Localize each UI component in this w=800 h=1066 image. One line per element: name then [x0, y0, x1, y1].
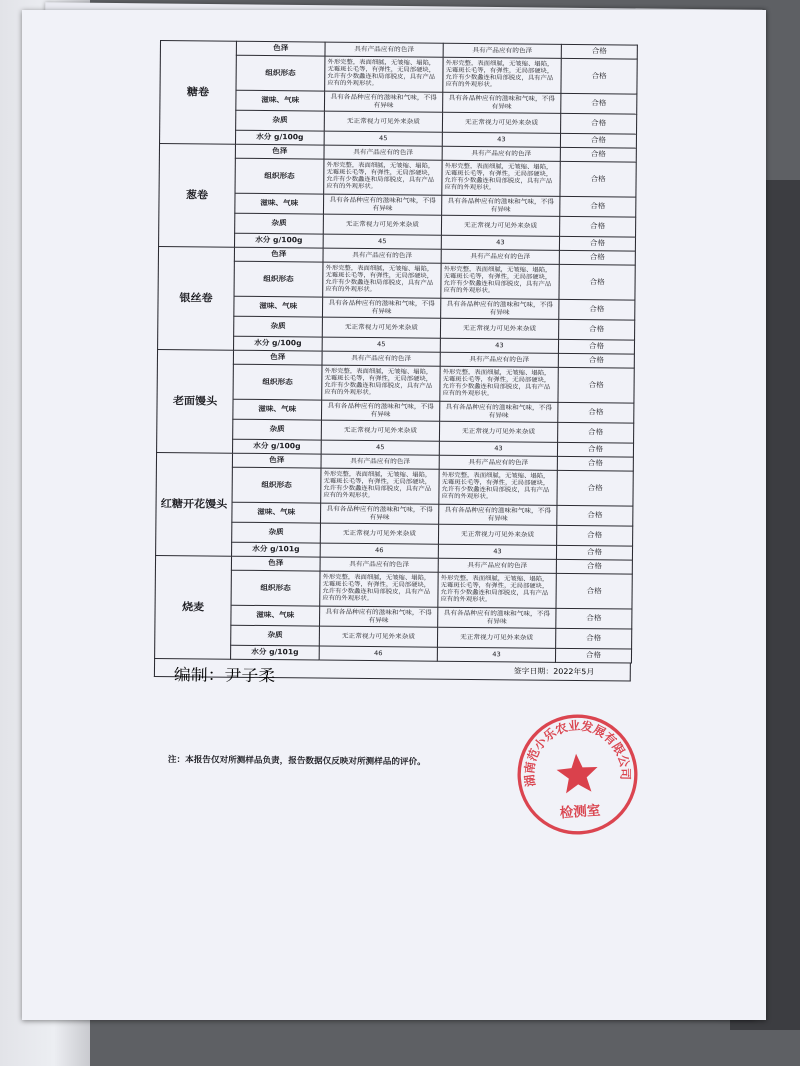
test-item-cell: 组织形态 — [236, 55, 325, 91]
sample-2-value-cell: 43 — [438, 544, 556, 559]
test-item-cell: 滋味、气味 — [234, 296, 323, 317]
result-cell: 合格 — [556, 608, 632, 629]
sample-1-value-cell: 无正常视力可见外来杂质 — [322, 317, 440, 338]
result-cell: 合格 — [557, 470, 633, 506]
sample-1-value-cell: 具有各品种应有的滋味和气味，不得有异味 — [323, 194, 441, 215]
sample-2-value-cell: 43 — [440, 338, 558, 353]
sample-1-value-cell: 45 — [321, 440, 439, 455]
sample-2-value-cell: 具有产品应有的色泽 — [441, 249, 559, 264]
sample-2-value-cell: 外形完整，表面细腻，无皱缩、塌陷，无霉斑长毛等，有弹性，无局部硬块，允许有少数蠡连和局部脱皮，具有产品应有的外观形状。 — [438, 572, 556, 608]
result-cell: 合格 — [560, 216, 636, 237]
sample-2-value-cell: 外形完整，表面细腻，无皱缩、塌陷，无霉斑长毛等，有弹性，无局部硬块，允许有少数蠡连和局部脱皮，具有产品应有的外观形状。 — [442, 160, 560, 196]
result-cell: 合格 — [561, 58, 637, 94]
test-item-cell: 杂质 — [231, 625, 320, 646]
test-item-cell: 滋味、气味 — [235, 193, 324, 214]
test-item-cell: 色泽 — [233, 350, 322, 365]
sample-1-value-cell: 具有产品应有的色泽 — [321, 454, 439, 469]
sample-1-value-cell: 外形完整，表面细腻，无皱缩、塌陷，无霉斑长毛等，有弹性，无局部硬块，允许有少数蠡连和局部脱皮，具有产品应有的外观形状。 — [325, 56, 443, 92]
sample-1-value-cell: 具有产品应有的色泽 — [322, 351, 440, 366]
result-cell: 合格 — [558, 339, 634, 354]
sample-2-value-cell: 43 — [441, 235, 559, 250]
product-name-cell: 葱卷 — [159, 144, 236, 248]
product-name-cell: 老面馒头 — [157, 349, 234, 453]
sample-2-value-cell: 具有各品种应有的滋味和气味，不得有异味 — [442, 195, 560, 216]
sample-1-value-cell: 具有各品种应有的滋味和气味，不得有异味 — [319, 606, 437, 627]
sample-1-value-cell: 46 — [319, 646, 437, 661]
test-item-cell: 色泽 — [232, 453, 321, 468]
sample-1-value-cell: 外形完整，表面细腻，无皱缩、塌陷，无霉斑长毛等，有弹性，无局部硬块，允许有少数蠡连和局部脱皮，具有产品应有的外观形状。 — [321, 468, 439, 504]
test-item-cell: 水分 g/100g — [234, 336, 323, 351]
sample-2-value-cell: 具有产品应有的色泽 — [439, 455, 557, 470]
sample-2-value-cell: 具有各品种应有的滋味和气味，不得有异味 — [443, 92, 561, 113]
test-item-cell: 水分 g/100g — [235, 233, 324, 248]
inspection-table — [154, 40, 638, 664]
seal-star-icon — [556, 752, 600, 794]
result-cell: 合格 — [558, 353, 634, 368]
test-item-cell: 组织形态 — [232, 467, 321, 503]
result-cell: 合格 — [559, 264, 635, 300]
result-cell: 合格 — [560, 196, 636, 217]
sample-2-value-cell: 无正常视力可见外来杂质 — [440, 318, 558, 339]
sign-date-label: 签字日期：2022年5月 — [513, 666, 595, 677]
sample-1-value-cell: 无正常视力可见外来杂质 — [324, 111, 442, 132]
sample-1-value-cell: 外形完整，表面细腻，无皱缩、塌陷，无霉斑长毛等，有弹性，无局部硬块，允许有少数蠡连和局部脱皮，具有产品应有的外观形状。 — [323, 262, 441, 298]
sample-2-value-cell: 外形完整，表面细腻，无皱缩、塌陷，无霉斑长毛等，有弹性，无局部硬块，允许有少数蠡连和局部脱皮，具有产品应有的外观形状。 — [439, 469, 557, 505]
result-cell: 合格 — [558, 422, 634, 443]
result-cell: 合格 — [560, 161, 636, 197]
seal-ring-text: 湖南范小乐农业发展有限公司 — [522, 718, 633, 788]
sample-1-value-cell: 外形完整，表面细腻，无皱缩、塌陷，无霉斑长毛等，有弹性，无局部硬块，允许有少数蠡连和局部脱皮，具有产品应有的外观形状。 — [320, 571, 438, 607]
test-item-cell: 水分 g/101g — [232, 542, 321, 557]
sample-2-value-cell: 无正常视力可见外来杂质 — [439, 421, 557, 442]
test-item-cell: 杂质 — [235, 213, 324, 234]
sample-2-value-cell: 43 — [439, 441, 557, 456]
test-item-cell: 水分 g/101g — [231, 645, 320, 660]
sample-1-value-cell: 无正常视力可见外来杂质 — [320, 523, 438, 544]
result-cell: 合格 — [556, 628, 632, 649]
sample-2-value-cell: 具有产品应有的色泽 — [438, 558, 556, 573]
sample-2-value-cell: 具有产品应有的色泽 — [443, 43, 561, 58]
test-item-cell: 水分 g/100g — [235, 130, 324, 145]
sample-2-value-cell: 外形完整，表面细腻，无皱缩、塌陷，无霉斑长毛等，有弹性，无局部硬块，允许有少数蠡连和局部脱皮，具有产品应有的外观形状。 — [443, 57, 561, 93]
test-item-cell: 色泽 — [236, 41, 325, 56]
result-cell: 合格 — [556, 573, 632, 609]
result-cell: 合格 — [557, 442, 633, 457]
result-cell: 合格 — [561, 44, 637, 59]
sample-1-value-cell: 具有各品种应有的滋味和气味，不得有异味 — [320, 503, 438, 524]
sample-2-value-cell: 外形完整，表面细腻，无皱缩、塌陷，无霉斑长毛等，有弹性，无局部硬块，允许有少数蠡连和局部脱皮，具有产品应有的外观形状。 — [441, 263, 559, 299]
test-item-cell: 组织形态 — [233, 364, 322, 400]
sample-1-value-cell: 具有各品种应有的滋味和气味，不得有异味 — [321, 400, 439, 421]
sample-2-value-cell: 具有产品应有的色泽 — [440, 352, 558, 367]
sample-1-value-cell: 具有产品应有的色泽 — [323, 248, 441, 263]
result-cell: 合格 — [555, 648, 631, 663]
test-item-cell: 滋味、气味 — [231, 605, 320, 626]
test-item-cell: 杂质 — [234, 316, 323, 337]
sample-2-value-cell: 具有各品种应有的滋味和气味，不得有异味 — [441, 298, 559, 319]
sample-1-value-cell: 具有各品种应有的滋味和气味，不得有异味 — [322, 297, 440, 318]
sample-1-value-cell: 无正常视力可见外来杂质 — [321, 420, 439, 441]
sample-2-value-cell: 43 — [442, 132, 560, 147]
result-cell: 合格 — [556, 559, 632, 574]
result-cell: 合格 — [557, 505, 633, 526]
footer-row — [154, 659, 631, 686]
product-name-cell: 糖卷 — [160, 41, 237, 145]
result-cell: 合格 — [560, 133, 636, 148]
test-item-cell: 杂质 — [236, 110, 325, 131]
compiler-label: 编制：尹子柔 — [173, 665, 276, 686]
result-cell: 合格 — [556, 545, 632, 560]
test-item-cell: 组织形态 — [231, 570, 320, 606]
result-cell: 合格 — [559, 319, 635, 340]
test-item-cell: 滋味、气味 — [236, 90, 325, 111]
test-item-cell: 色泽 — [231, 556, 320, 571]
sample-2-value-cell: 43 — [437, 647, 555, 662]
sample-2-value-cell: 无正常视力可见外来杂质 — [441, 215, 559, 236]
result-cell: 合格 — [558, 367, 634, 403]
sample-2-value-cell: 无正常视力可见外来杂质 — [438, 524, 556, 545]
sample-1-value-cell: 具有产品应有的色泽 — [324, 145, 442, 160]
result-cell: 合格 — [559, 250, 635, 265]
sample-1-value-cell: 45 — [323, 234, 441, 249]
sample-1-value-cell: 具有各品种应有的滋味和气味，不得有异味 — [324, 91, 442, 112]
sample-1-value-cell: 外形完整，表面细腻，无皱缩、塌陷，无霉斑长毛等，有弹性，无局部硬块，允许有少数蠡连和局部脱皮，具有产品应有的外观形状。 — [322, 365, 440, 401]
product-name-cell: 烧麦 — [155, 555, 232, 659]
product-name-cell: 银丝卷 — [158, 246, 235, 350]
seal-bottom-text: 检测室 — [559, 802, 601, 822]
result-cell: 合格 — [559, 236, 635, 251]
result-cell: 合格 — [557, 525, 633, 546]
result-cell: 合格 — [559, 299, 635, 320]
sample-1-value-cell: 具有产品应有的色泽 — [320, 557, 438, 572]
sample-1-value-cell: 46 — [320, 543, 438, 558]
test-item-cell: 组织形态 — [235, 158, 324, 194]
sample-1-value-cell: 45 — [322, 337, 440, 352]
test-item-cell: 滋味、气味 — [233, 399, 322, 420]
test-item-cell: 色泽 — [234, 247, 323, 262]
sample-1-value-cell: 45 — [324, 131, 442, 146]
test-item-cell: 组织形态 — [234, 261, 323, 297]
report-content — [154, 40, 637, 686]
result-cell: 合格 — [557, 456, 633, 471]
result-cell: 合格 — [561, 93, 637, 114]
test-item-cell: 水分 g/100g — [233, 439, 322, 454]
sample-2-value-cell: 具有各品种应有的滋味和气味，不得有异味 — [439, 504, 557, 525]
sample-1-value-cell: 无正常视力可见外来杂质 — [323, 214, 441, 235]
company-seal — [511, 708, 644, 841]
product-name-cell: 红糖开花馒头 — [156, 452, 233, 556]
sample-1-value-cell: 外形完整，表面细腻，无皱缩、塌陷，无霉斑长毛等，有弹性，无局部硬块，允许有少数蠡连和局部脱皮，具有产品应有的外观形状。 — [324, 159, 442, 195]
sample-2-value-cell: 具有各品种应有的滋味和气味，不得有异味 — [438, 607, 556, 628]
result-cell: 合格 — [558, 402, 634, 423]
report-note: 注：本报告仅对所测样品负责，报告数据仅反映对所测样品的评价。 — [167, 754, 426, 768]
sample-1-value-cell: 无正常视力可见外来杂质 — [319, 626, 437, 647]
test-item-cell: 杂质 — [232, 522, 321, 543]
sample-2-value-cell: 具有产品应有的色泽 — [442, 146, 560, 161]
test-item-cell: 滋味、气味 — [232, 502, 321, 523]
result-cell: 合格 — [560, 147, 636, 162]
test-item-cell: 杂质 — [233, 419, 322, 440]
sample-2-value-cell: 无正常视力可见外来杂质 — [442, 112, 560, 133]
sample-1-value-cell: 具有产品应有的色泽 — [325, 42, 443, 57]
sample-2-value-cell: 具有各品种应有的滋味和气味，不得有异味 — [440, 401, 558, 422]
result-cell: 合格 — [561, 113, 637, 134]
test-item-cell: 色泽 — [235, 144, 324, 159]
sample-2-value-cell: 无正常视力可见外来杂质 — [437, 627, 555, 648]
sample-2-value-cell: 外形完整，表面细腻，无皱缩、塌陷，无霉斑长毛等，有弹性，无局部硬块，允许有少数蠡连和局部脱皮，具有产品应有的外观形状。 — [440, 366, 558, 402]
